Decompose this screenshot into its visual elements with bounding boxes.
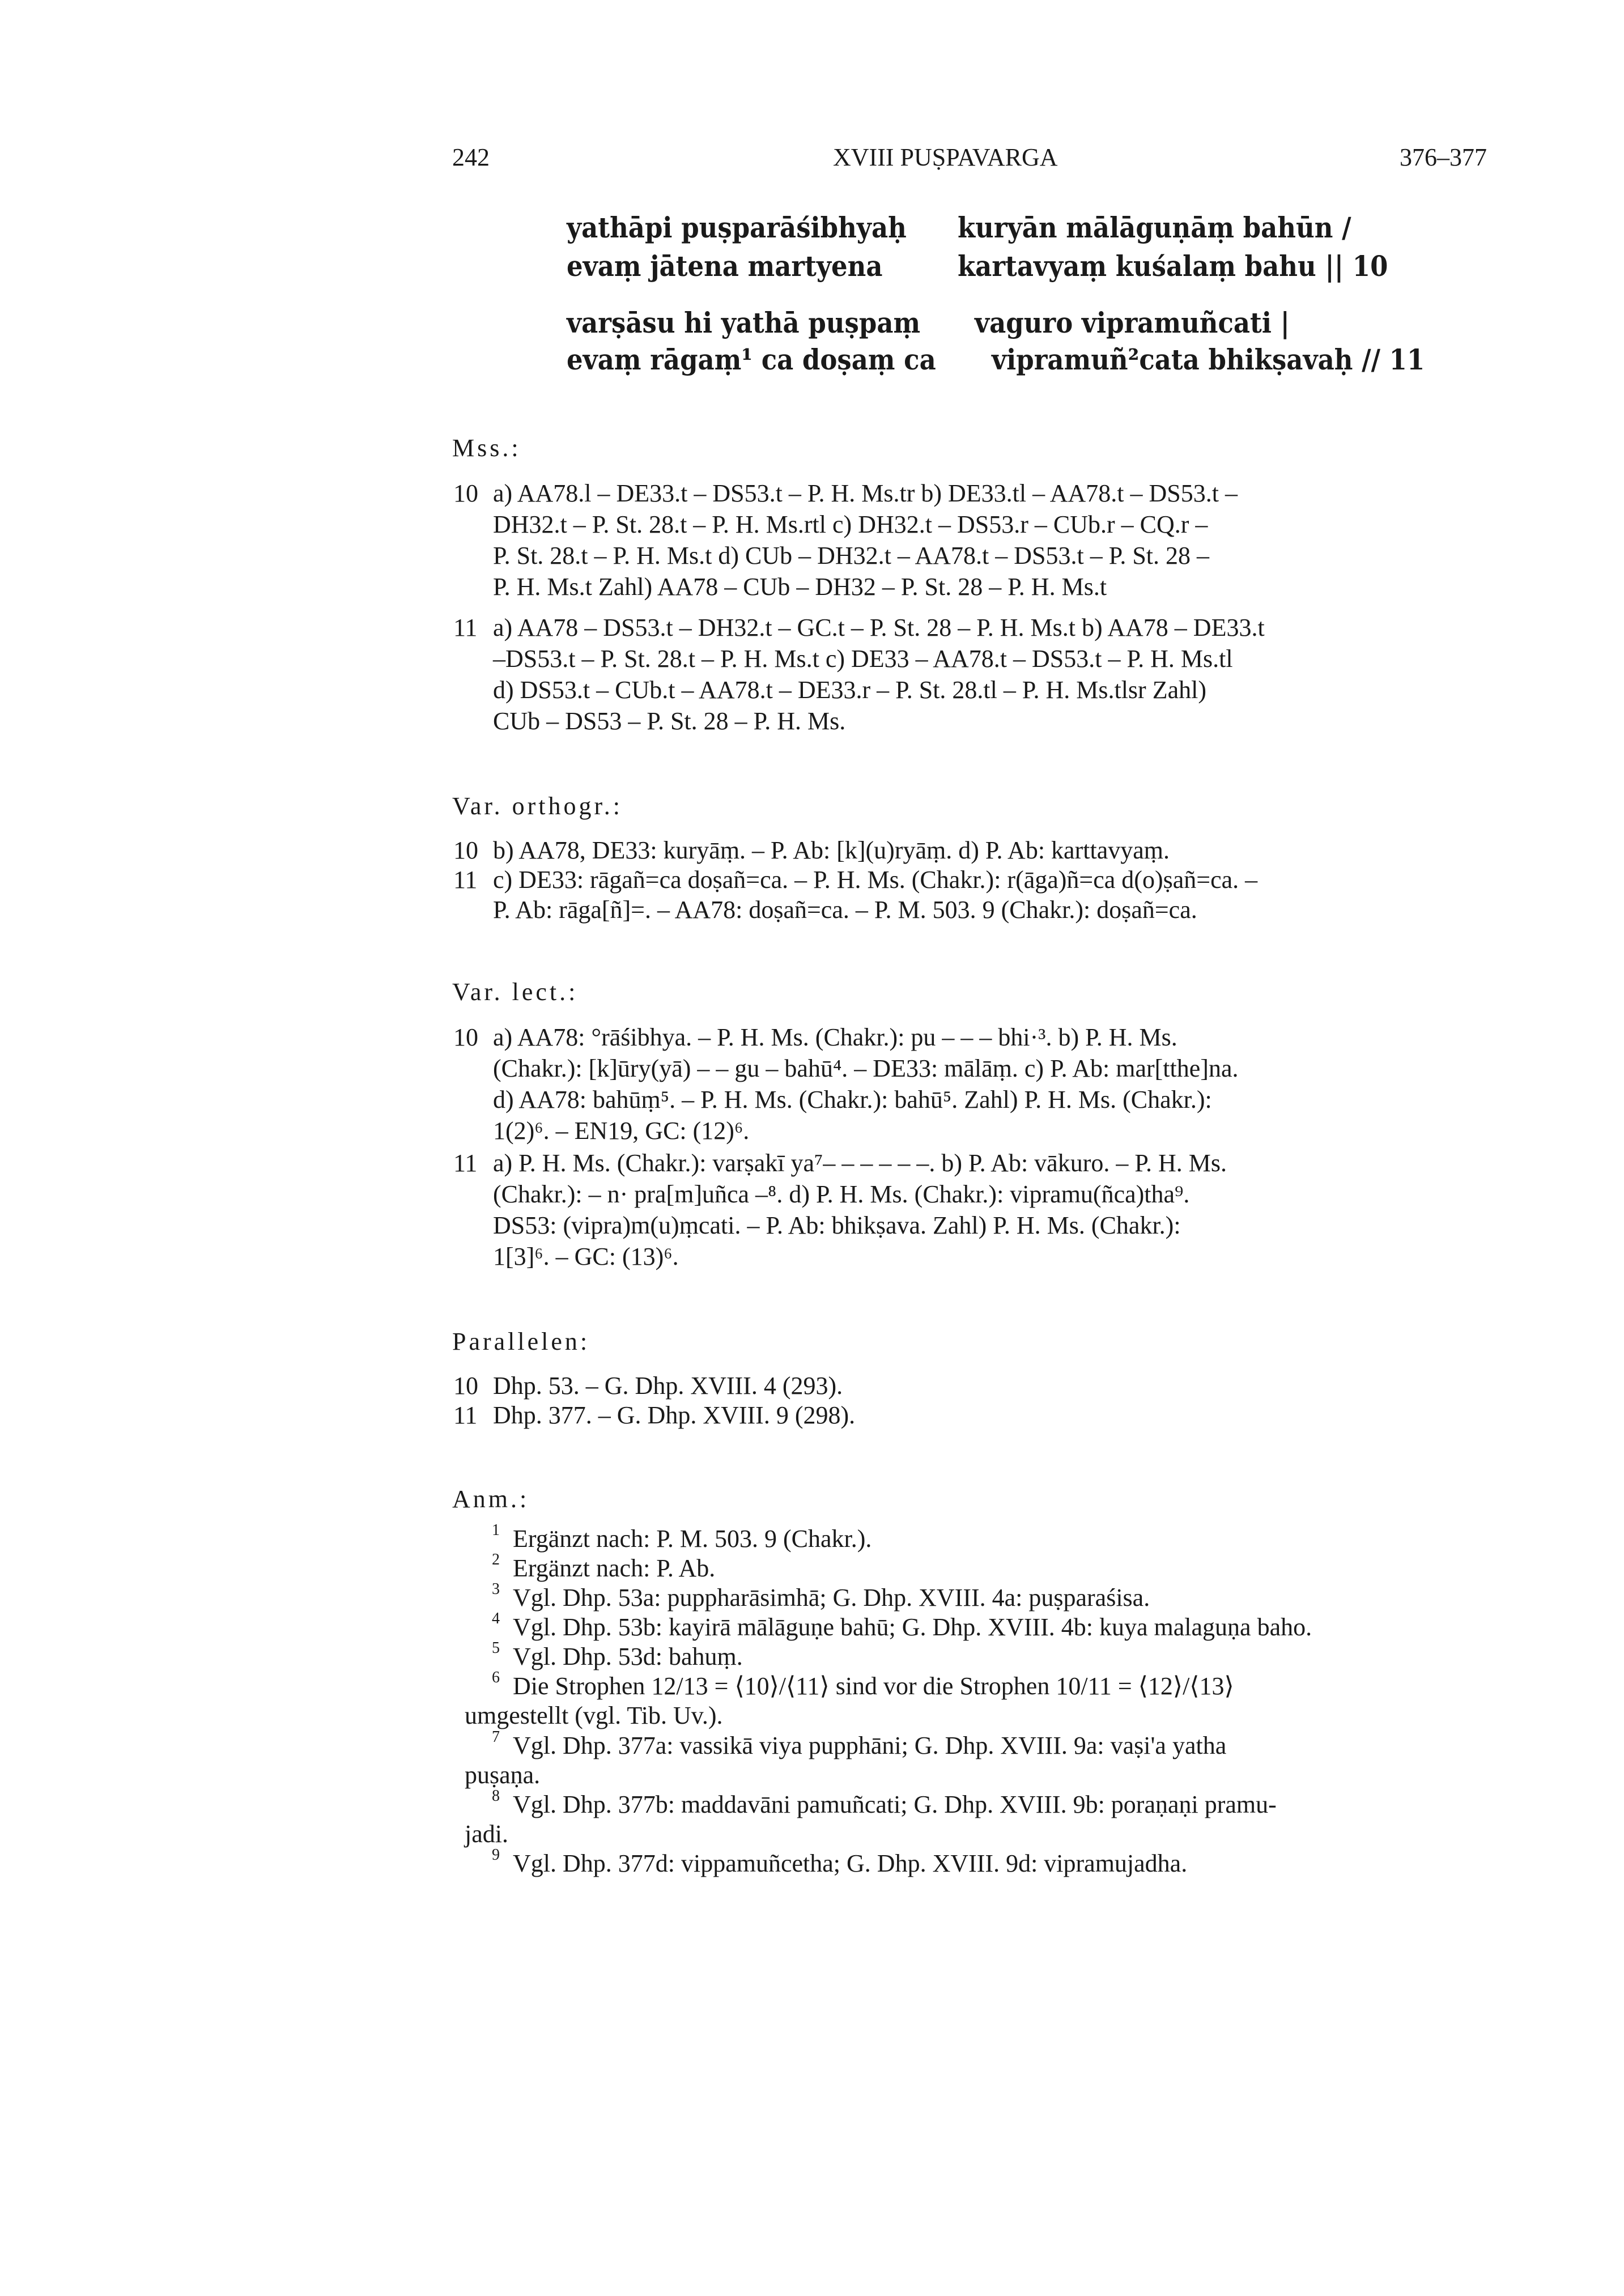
var-lect-line: 1(2)⁶. – EN19, GC: (12)⁶. xyxy=(493,1117,750,1145)
verse-10-line-b: kuryān mālāguṇāṃ bahūn / xyxy=(958,211,1351,244)
var-lect-line: (Chakr.): – n· pra[m]uñca –⁸. d) P. H. Ms. (Chakr.): vipramu(ñca)tha⁹. xyxy=(493,1180,1190,1208)
var-lect-line: d) AA78: bahūṃ⁵. – P. H. Ms. (Chakr.): bahū⁵. Zahl) P. H. Ms. (Chakr.): xyxy=(493,1086,1212,1113)
footnote-marker: 3 xyxy=(492,1580,500,1598)
var-orthogr-label: Var. orthogr.: xyxy=(452,792,623,820)
footnote-text: Vgl. Dhp. 377d: vippamuñcetha; G. Dhp. XVIII. 9d: vipramujadha. xyxy=(513,1849,1188,1877)
var-lect-line: (Chakr.): [k]ūry(yā) – – gu – bahū⁴. – DE33: mālāṃ. c) P. Ab: mar[tthe]na. xyxy=(493,1055,1239,1082)
var-lect-entry-number: 10 xyxy=(453,1023,478,1051)
var-lect-entry-number: 11 xyxy=(453,1149,478,1177)
footnote-marker: 5 xyxy=(492,1639,500,1657)
mss-line: P. H. Ms.t Zahl) AA78 – CUb – DH32 – P. St. 28 – P. H. Ms.t xyxy=(493,573,1107,601)
mss-line: P. St. 28.t – P. H. Ms.t d) CUb – DH32.t – AA78.t – DS53.t – P. St. 28 – xyxy=(493,542,1210,569)
var-lect-line: DS53: (vipra)m(u)ṃcati. – P. Ab: bhikṣava. Zahl) P. H. Ms. (Chakr.): xyxy=(493,1211,1181,1239)
footnote-text: umgestellt (vgl. Tib. Uv.). xyxy=(465,1702,723,1729)
var-lect-line: a) P. H. Ms. (Chakr.): varṣakī ya⁷– – – – – –. b) P. Ab: vākuro. – P. H. Ms. xyxy=(493,1149,1227,1177)
footnote-text: Die Strophen 12/13 = ⟨10⟩/⟨11⟩ sind vor die Strophen 10/11 = ⟨12⟩/⟨13⟩ xyxy=(513,1672,1234,1700)
footnote-text: Ergänzt nach: P. Ab. xyxy=(513,1554,716,1582)
verse-11-line-b: vaguro vipramuñcati | xyxy=(975,306,1290,339)
footnote-text: Vgl. Dhp. 377b: maddavāni pamuñcati; G. Dhp. XVIII. 9b: poraṇaṇi pramu- xyxy=(513,1791,1277,1818)
parallelen-label: Parallelen: xyxy=(452,1328,590,1355)
footnote-text: Vgl. Dhp. 377a: vassikā viya pupphāni; G. Dhp. XVIII. 9a: vaṣi'a yatha xyxy=(513,1732,1227,1759)
mss-label: Mss.: xyxy=(452,434,521,462)
footnote-marker: 2 xyxy=(492,1551,500,1568)
var-orthogr-line: P. Ab: rāga[ñ]=. – AA78: doṣañ=ca. – P. M. 503. 9 (Chakr.): doṣañ=ca. xyxy=(493,896,1197,924)
var-lect-label: Var. lect.: xyxy=(452,978,579,1006)
footnote-text: jadi. xyxy=(465,1820,508,1848)
parallelen-line: Dhp. 377. – G. Dhp. XVIII. 9 (298). xyxy=(493,1401,856,1429)
verse-range: 376–377 xyxy=(1400,143,1487,171)
verse-10-line-a: yathāpi puṣparāśibhyaḥ xyxy=(567,211,907,244)
parallelen-entry-number: 10 xyxy=(453,1372,478,1400)
var-lect-line: a) AA78: °rāśibhya. – P. H. Ms. (Chakr.): pu – – – bhi·³. b) P. H. Ms. xyxy=(493,1023,1177,1051)
mss-entry-number: 10 xyxy=(453,479,478,507)
footnote-marker: 9 xyxy=(492,1846,500,1864)
verse-10-line-d: kartavyaṃ kuśalaṃ bahu || 10 xyxy=(958,249,1388,283)
var-orthogr-line: b) AA78, DE33: kuryāṃ. – P. Ab: [k](u)ryāṃ. d) P. Ab: karttavyaṃ. xyxy=(493,836,1170,864)
footnote-text: Ergänzt nach: P. M. 503. 9 (Chakr.). xyxy=(513,1525,872,1553)
var-lect-line: 1[3]⁶. – GC: (13)⁶. xyxy=(493,1243,679,1270)
mss-line: a) AA78.l – DE33.t – DS53.t – P. H. Ms.tr b) DE33.tl – AA78.t – DS53.t – xyxy=(493,479,1238,507)
chapter-title: XVIII PUṢPAVARGA xyxy=(833,143,1058,171)
parallelen-entry-number: 11 xyxy=(453,1401,478,1429)
verse-10-line-c: evaṃ jātena martyena xyxy=(567,249,883,283)
page-number: 242 xyxy=(452,143,490,171)
parallelen-line: Dhp. 53. – G. Dhp. XVIII. 4 (293). xyxy=(493,1372,843,1400)
var-orthogr-line: c) DE33: rāgañ=ca doṣañ=ca. – P. H. Ms. (Chakr.): r(āga)ñ=ca d(o)ṣañ=ca. – xyxy=(493,866,1258,894)
mss-line: DH32.t – P. St. 28.t – P. H. Ms.rtl c) DH32.t – DS53.r – CUb.r – CQ.r – xyxy=(493,511,1208,538)
footnote-text: Vgl. Dhp. 53a: puppharāsimhā; G. Dhp. XVIII. 4a: puṣparaśisa. xyxy=(513,1584,1150,1612)
footnote-text: puṣaṇa. xyxy=(465,1761,541,1789)
var-orthogr-entry-number: 11 xyxy=(453,866,478,894)
var-orthogr-entry-number: 10 xyxy=(453,836,478,864)
verse-11-line-c: evaṃ rāgaṃ¹ ca doṣaṃ ca xyxy=(567,343,936,376)
mss-line: a) AA78 – DS53.t – DH32.t – GC.t – P. St. 28 – P. H. Ms.t b) AA78 – DE33.t xyxy=(493,614,1265,641)
footnote-marker: 1 xyxy=(492,1521,500,1539)
footnote-text: Vgl. Dhp. 53b: kayirā mālāguṇe bahū; G. Dhp. XVIII. 4b: kuya malaguṇa baho. xyxy=(513,1613,1312,1641)
footnote-text: Vgl. Dhp. 53d: bahuṃ. xyxy=(513,1643,743,1670)
mss-entry-number: 11 xyxy=(453,614,478,641)
anm-label: Anm.: xyxy=(452,1485,530,1513)
verse-11-line-d: vipramuñ²cata bhikṣavaḥ // 11 xyxy=(992,343,1425,376)
mss-line: d) DS53.t – CUb.t – AA78.t – DE33.r – P. St. 28.tl – P. H. Ms.tlsr Zahl) xyxy=(493,676,1206,704)
mss-line: –DS53.t – P. St. 28.t – P. H. Ms.t c) DE33 – AA78.t – DS53.t – P. H. Ms.tl xyxy=(493,645,1233,673)
footnote-marker: 4 xyxy=(492,1610,500,1627)
footnote-marker: 8 xyxy=(492,1787,500,1805)
footnote-marker: 6 xyxy=(492,1669,500,1686)
mss-line: CUb – DS53 – P. St. 28 – P. H. Ms. xyxy=(493,707,846,735)
verse-11-line-a: varṣāsu hi yathā puṣpaṃ xyxy=(567,306,921,339)
footnote-marker: 7 xyxy=(492,1728,500,1746)
